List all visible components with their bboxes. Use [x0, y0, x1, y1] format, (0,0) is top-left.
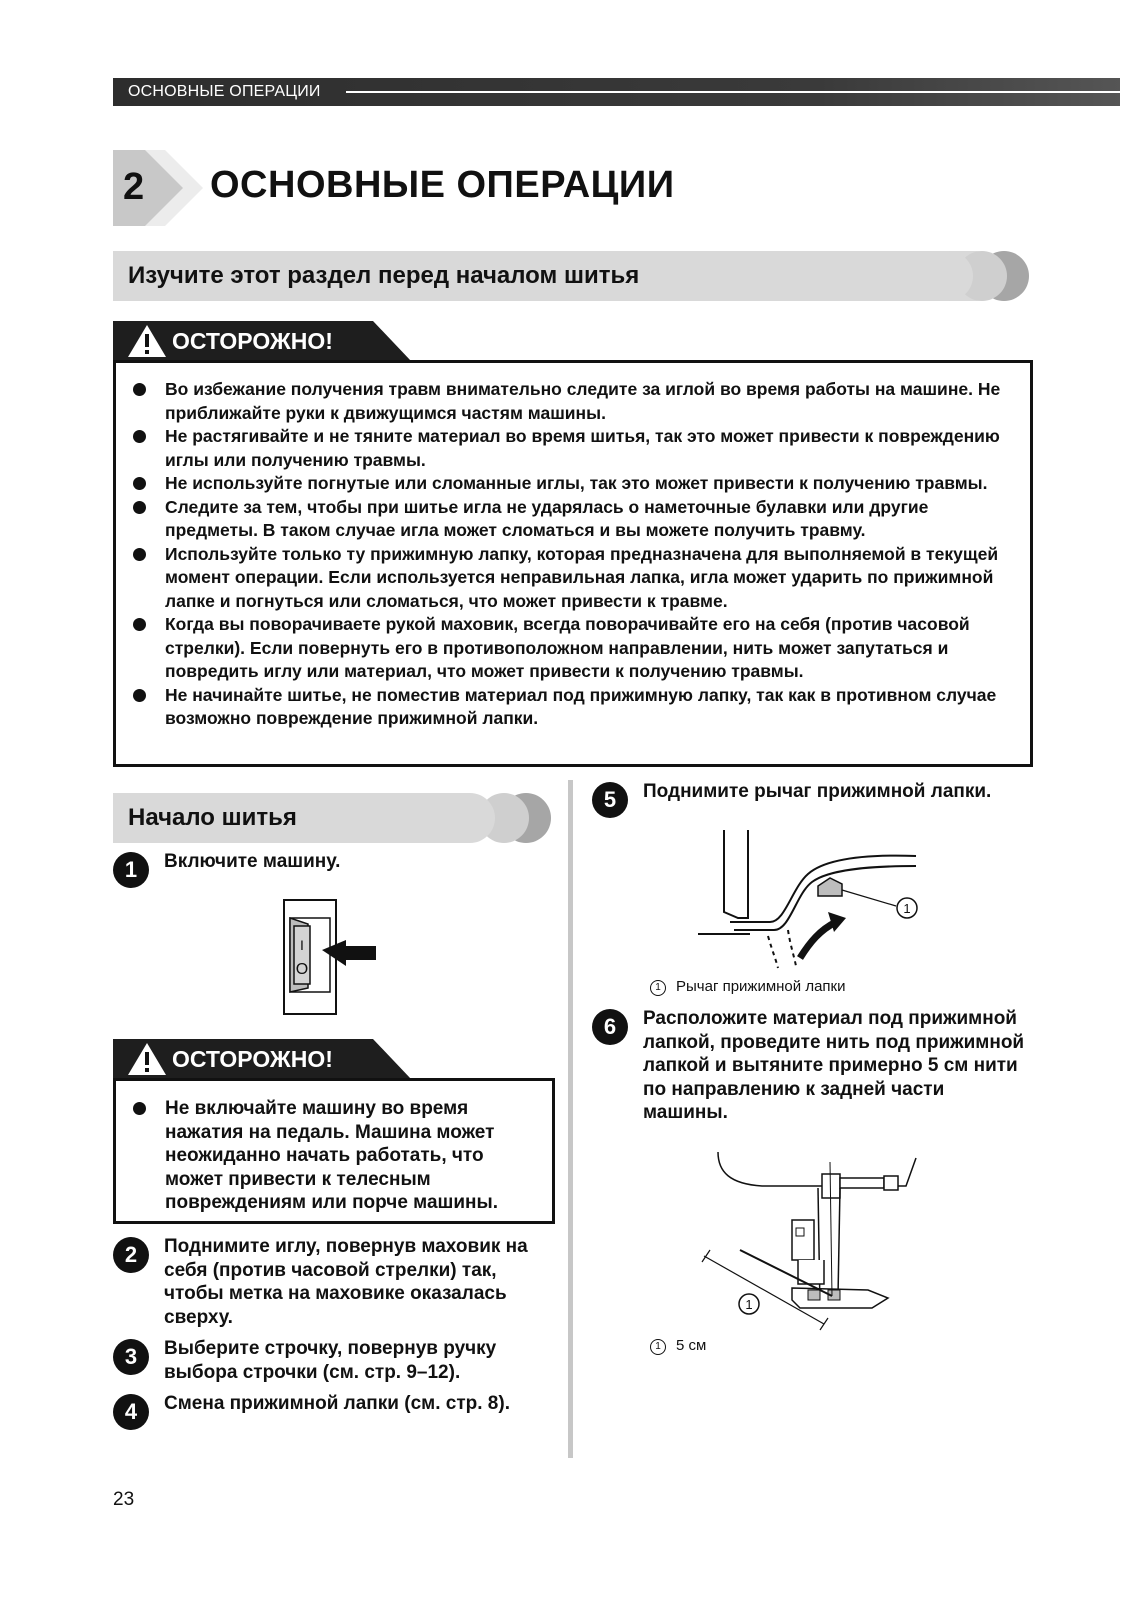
running-header-rule — [346, 91, 1120, 93]
running-header — [113, 78, 1120, 106]
step-number-badge: 3 — [113, 1339, 149, 1375]
bullet-icon — [133, 1102, 146, 1115]
section-banner-intro — [113, 251, 1029, 301]
figure-legend-thread — [650, 1337, 706, 1355]
raise-arrow-icon — [800, 922, 836, 958]
step-number-badge: 5 — [592, 782, 628, 818]
caution-item: Используйте только ту прижимную лапку, которая предназначена для выполняемой в текущей момент операции. Если используется неправильная лапка, игла может ударить по прижимной лапке и погнуться или сломаться, что может привести к травме. — [133, 543, 1015, 614]
caution-list — [133, 378, 1015, 731]
caution-item: Не начинайте шитье, не поместив материал под прижимную лапку, так как в противном случае возможно повреждение прижимной лапки. — [133, 684, 1015, 731]
warning-triangle-icon — [127, 1042, 167, 1076]
caution-label: ОСТОРОЖНО! — [172, 328, 333, 354]
step-text: Смена прижимной лапки (см. стр. 8). — [164, 1393, 510, 1414]
chapter-number: 2 — [123, 166, 145, 208]
thread-under-foot-figure — [700, 1148, 930, 1338]
column-divider — [568, 780, 573, 1458]
caution-item: Не используйте погнутые или сломанные иглы, так это может привести к получению травмы. — [133, 472, 1015, 496]
lever-handle — [818, 878, 842, 896]
step-text: Поднимите иглу, повернув маховик на себя (против часовой стрелки) так, чтобы метка на маховике оказалась сверху. — [164, 1236, 528, 1328]
warning-triangle-icon — [127, 324, 167, 358]
caution-item: Когда вы поворачиваете рукой маховик, всегда поворачивайте его на себя (против часовой стрелки). Если повернуть его в противоположном направлении, нить может запутаться и повредить иглу или материал, что может привести к получению травмы. — [133, 613, 1015, 684]
step-number-badge: 4 — [113, 1394, 149, 1430]
step-5 — [592, 780, 1032, 820]
legend-text: 5 см — [676, 1337, 707, 1354]
caution-item: Не включайте машину во время нажатия на педаль. Машина может неожиданно начать работать, что может привести к телесным повреждениям или порче машины. — [133, 1097, 542, 1215]
legend-text: Рычаг прижимной лапки — [676, 978, 846, 995]
section-title-start: Начало шитья — [128, 804, 297, 831]
callout-marker: 1 — [650, 980, 666, 996]
bullet-icon — [133, 618, 146, 631]
bullet-icon — [133, 383, 146, 396]
chapter-title: ОСНОВНЫЕ ОПЕРАЦИИ — [210, 164, 675, 206]
bullet-icon — [133, 430, 146, 443]
caution-tab-main — [113, 321, 413, 361]
callout-marker: 1 — [650, 1339, 666, 1355]
caution-box-main — [113, 360, 1033, 767]
running-header-text: ОСНОВНЫЕ ОПЕРАЦИИ — [128, 83, 321, 100]
step-number-badge: 1 — [113, 852, 149, 888]
switch-off-label: O — [295, 961, 309, 978]
chapter-heading — [113, 150, 813, 226]
power-switch-figure — [276, 896, 386, 1018]
bullet-icon — [133, 689, 146, 702]
caution-item: Во избежание получения травм внимательно следите за иглой во время работы на машине. Не приближайте руки к движущимся частям машины. — [133, 378, 1015, 425]
section-title-intro: Изучите этот раздел перед началом шитья — [128, 262, 640, 289]
bullet-icon — [133, 548, 146, 561]
step-text: Расположите материал под прижимной лапкой, проведите нить под прижимной лапкой и вытяните примерно 5 см нити по направлению к задней части машины. — [643, 1008, 1025, 1123]
caution-label: ОСТОРОЖНО! — [172, 1046, 333, 1072]
callout-number: 1 — [745, 1297, 753, 1312]
section-banner-start — [113, 793, 551, 843]
caution-box-power — [113, 1078, 555, 1224]
step-text: Включите машину. — [164, 851, 341, 872]
step-1 — [113, 850, 553, 890]
bullet-icon — [133, 477, 146, 490]
page-number: 23 — [113, 1489, 135, 1510]
step-6 — [592, 1007, 1032, 1127]
callout-number: 1 — [903, 901, 911, 916]
foot-holder — [792, 1220, 814, 1260]
figure-legend-lever — [650, 978, 845, 996]
presser-lever-figure — [690, 826, 930, 972]
switch-on-label: I — [300, 937, 304, 953]
caution-tab-power — [113, 1039, 413, 1079]
step-number-badge: 2 — [113, 1237, 149, 1273]
step-text: Поднимите рычаг прижимной лапки. — [643, 781, 992, 802]
step-number-badge: 6 — [592, 1009, 628, 1045]
caution-item: Следите за тем, чтобы при шитье игла не ударялась о наметочные булавки или другие предметы. В таком случае игла может сломаться и вы можете получить травму. — [133, 496, 1015, 543]
step-2 — [113, 1235, 553, 1330]
step-text: Выберите строчку, повернув ручку выбора строчки (см. стр. 9–12). — [164, 1338, 497, 1383]
bullet-icon — [133, 501, 146, 514]
step-3 — [113, 1337, 553, 1387]
caution-item: Не растягивайте и не тяните материал во время шитья, так это может привести к повреждению иглы или получению травмы. — [133, 425, 1015, 472]
step-4 — [113, 1392, 553, 1432]
